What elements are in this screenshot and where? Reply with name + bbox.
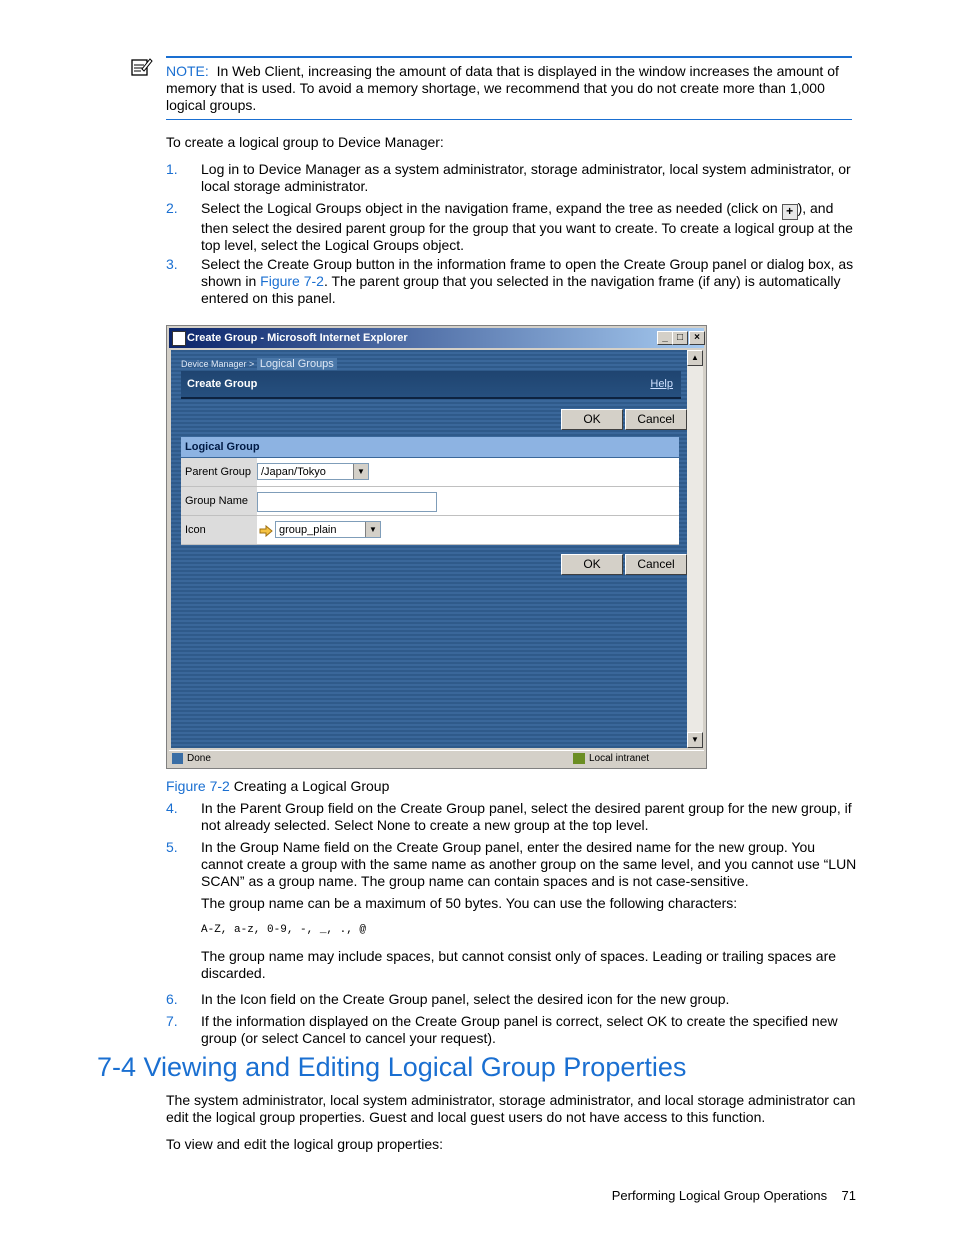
ie-icon: [172, 331, 186, 346]
dialog-content: [171, 350, 687, 748]
breadcrumb: Device Manager > Logical Groups: [181, 358, 337, 370]
chevron-down-icon[interactable]: ▼: [353, 464, 368, 479]
note-label: NOTE:: [166, 63, 209, 79]
icon-row: Icon group_plain ▼: [181, 516, 679, 545]
zone-icon: [573, 753, 585, 764]
chevron-down-icon[interactable]: ▼: [365, 522, 380, 537]
page-footer: Performing Logical Group Operations 71: [611, 1188, 856, 1203]
logical-group-section-header: Logical Group: [181, 437, 679, 457]
section-heading: 7-4 Viewing and Editing Logical Group Properties: [97, 1052, 687, 1082]
max-length-text: The group name can be a maximum of 50 bytes. You can use the following characters:: [201, 895, 738, 911]
panel-header: Create Group Help: [181, 371, 681, 399]
figure-link[interactable]: Figure 7-2: [260, 273, 324, 289]
note-text: NOTE: In Web Client, increasing the amount of data that is displayed in the window increases the amount of memory that is used. To avoid a memory shortage, we recommend that you do not create more than 1,000 logical groups.: [166, 63, 839, 113]
ok-button-bottom[interactable]: OK: [561, 554, 623, 575]
allowed-chars: A-Z, a-z, 0-9, -, _, ., @: [201, 924, 367, 936]
note-bottom-rule: [166, 119, 852, 120]
window-titlebar: Create Group - Microsoft Internet Explorer _ □ ×: [169, 328, 704, 348]
help-link[interactable]: Help: [650, 378, 673, 390]
ok-button[interactable]: OK: [561, 409, 623, 430]
page-number: 71: [841, 1188, 856, 1203]
group-plain-icon: [259, 524, 273, 538]
close-icon[interactable]: ×: [689, 331, 705, 345]
section-paragraph-2: To view and edit the logical group properties:: [166, 1136, 444, 1152]
group-name-input[interactable]: [257, 492, 437, 512]
maximize-icon[interactable]: □: [672, 331, 688, 345]
note-top-rule: [166, 56, 852, 58]
cancel-button[interactable]: Cancel: [625, 409, 687, 430]
spaces-text: The group name may include spaces, but cannot consist only of spaces. Leading or trailing spaces are discarded.: [201, 948, 837, 981]
group-name-row: Group Name: [181, 487, 679, 516]
intro-text: To create a logical group to Device Manager:: [166, 134, 444, 150]
scroll-up-icon[interactable]: ▲: [687, 350, 703, 366]
page-icon: [172, 753, 183, 764]
parent-group-select[interactable]: /Japan/Tokyo ▼: [257, 463, 369, 480]
scroll-down-icon[interactable]: ▼: [687, 732, 703, 748]
parent-group-row: Parent Group /Japan/Tokyo ▼: [181, 458, 679, 487]
vertical-scrollbar[interactable]: [687, 350, 703, 748]
section-paragraph: The system administrator, local system administrator, storage administrator, and local storage administrator can edit the logical group properties. Guest and local guest users do not have access to this function.: [166, 1092, 856, 1125]
note-icon: [131, 57, 153, 77]
expand-plus-icon: +: [782, 204, 798, 220]
cancel-button-bottom[interactable]: Cancel: [625, 554, 687, 575]
icon-select[interactable]: group_plain ▼: [275, 521, 381, 538]
figure-caption: Figure 7-2 Creating a Logical Group: [166, 778, 390, 794]
status-bar: Done Local intranet: [169, 750, 704, 767]
ie-window-screenshot: [166, 325, 707, 769]
minimize-icon[interactable]: _: [657, 331, 673, 345]
